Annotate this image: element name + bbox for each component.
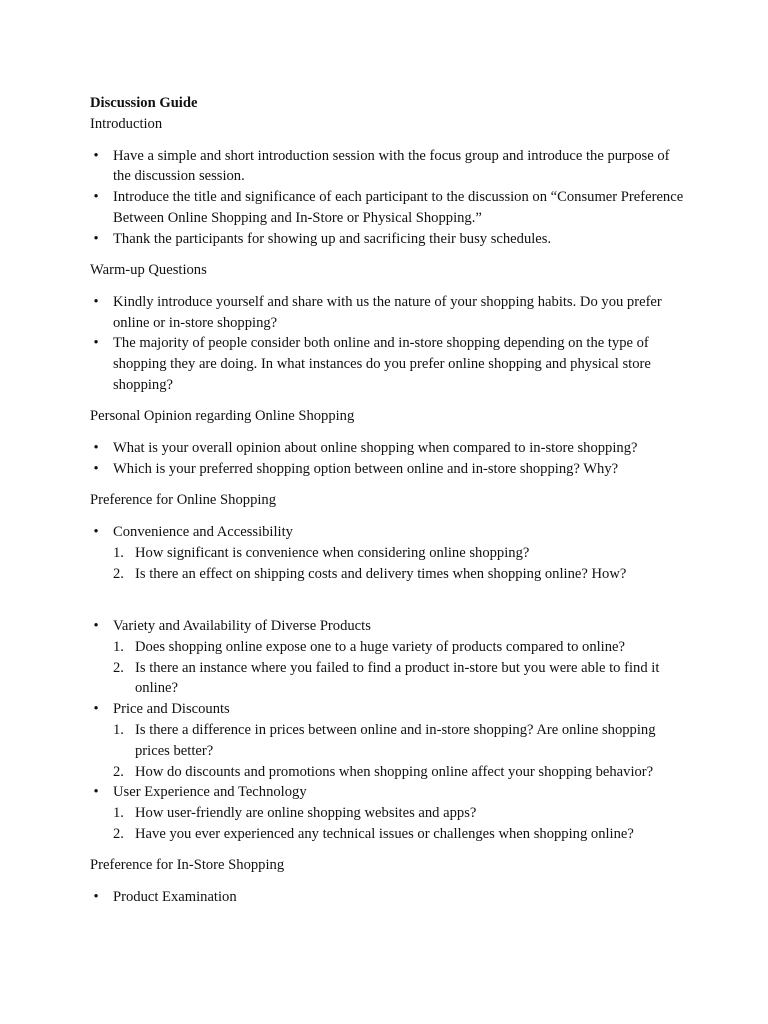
numbered-item: 1. How significant is convenience when considering online shopping? — [113, 544, 530, 561]
list-item: • Have a simple and short introduction session with the focus group and introduce the purpose of the discussion session. — [90, 146, 690, 188]
bullet-icon: • — [93, 701, 99, 718]
instore-preference-list — [90, 887, 690, 908]
bullet-icon: • — [93, 230, 99, 247]
personal-opinion-list — [90, 438, 690, 480]
list-item: • The majority of people consider both online and in-store shopping depending on the type of shopping they are doing. In what instances do you prefer online shopping and physical store shopping? — [90, 333, 690, 395]
list-item: • Thank the participants for showing up and sacrificing their busy schedules. — [90, 229, 690, 250]
numbered-list — [113, 803, 690, 845]
bullet-icon: • — [93, 524, 99, 541]
list-item: • Price and Discounts 1. Is there a difference in prices between online and in-store shopping? Are online shopping prices better? 2. How do discounts and promotions when shopping online affect your shopping behavior? — [90, 699, 690, 782]
online-preference-list-1 — [90, 522, 690, 584]
section-heading-online-preference: Preference for Online Shopping — [90, 492, 277, 509]
list-item: • Introduce the title and significance of each participant to the discussion on “Consumer Preference Between Online Shopping and In-Store or Physical Shopping.” — [90, 187, 690, 229]
list-item: • User Experience and Technology 1. How user-friendly are online shopping websites and apps? 2. Have you ever experienced any technical issues or challenges when shopping online? — [90, 782, 690, 844]
bullet-icon: • — [93, 147, 99, 164]
online-preference-list-2 — [90, 616, 690, 845]
numbered-item: 2. Is there an instance where you failed to find a product in-store but you were able to find it online? — [113, 659, 660, 697]
section-heading-personal-opinion: Personal Opinion regarding Online Shopping — [90, 408, 355, 425]
section-heading-instore-preference: Preference for In-Store Shopping — [90, 857, 285, 874]
list-item: • What is your overall opinion about online shopping when compared to in-store shopping? — [90, 438, 690, 459]
section-heading-introduction: Introduction — [90, 115, 163, 132]
list-item: • Variety and Availability of Diverse Products 1. Does shopping online expose one to a huge variety of products compared to online? 2. Is there an instance where you failed to find a product in-store but you were able to find it online? — [90, 616, 690, 699]
bullet-icon: • — [93, 293, 99, 310]
bullet-icon: • — [93, 460, 99, 477]
document-page — [90, 93, 690, 908]
list-item: • Product Examination — [90, 887, 690, 908]
bullet-icon: • — [93, 189, 99, 206]
warmup-list — [90, 292, 690, 396]
numbered-item: 2. Have you ever experienced any technical issues or challenges when shopping online? — [113, 825, 634, 842]
numbered-item: 1. How user-friendly are online shopping websites and apps? — [113, 805, 477, 822]
list-item: • Convenience and Accessibility 1. How significant is convenience when considering online shopping? 2. Is there an effect on shipping costs and delivery times when shopping online? How? — [90, 522, 690, 584]
introduction-list — [90, 146, 690, 250]
bullet-icon: • — [93, 784, 99, 801]
list-item: • Which is your preferred shopping option between online and in-store shopping? Why? — [90, 459, 690, 480]
numbered-list — [113, 637, 690, 699]
bullet-icon: • — [93, 440, 99, 457]
numbered-list — [113, 543, 690, 585]
document-title: Discussion Guide — [90, 95, 198, 111]
numbered-list — [113, 720, 690, 782]
section-heading-warmup: Warm-up Questions — [90, 262, 207, 279]
numbered-item: 1. Does shopping online expose one to a huge variety of products compared to online? — [113, 638, 625, 655]
bullet-icon: • — [93, 617, 99, 634]
bullet-icon: • — [93, 889, 99, 905]
numbered-item: 2. How do discounts and promotions when shopping online affect your shopping behavior? — [113, 763, 654, 780]
numbered-item: 2. Is there an effect on shipping costs and delivery times when shopping online? How? — [113, 565, 627, 582]
list-item: • Kindly introduce yourself and share with us the nature of your shopping habits. Do you prefer online or in-store shopping? — [90, 292, 690, 334]
numbered-item: 1. Is there a difference in prices between online and in-store shopping? Are online shopping prices better? — [113, 721, 656, 759]
bullet-icon: • — [93, 335, 99, 352]
